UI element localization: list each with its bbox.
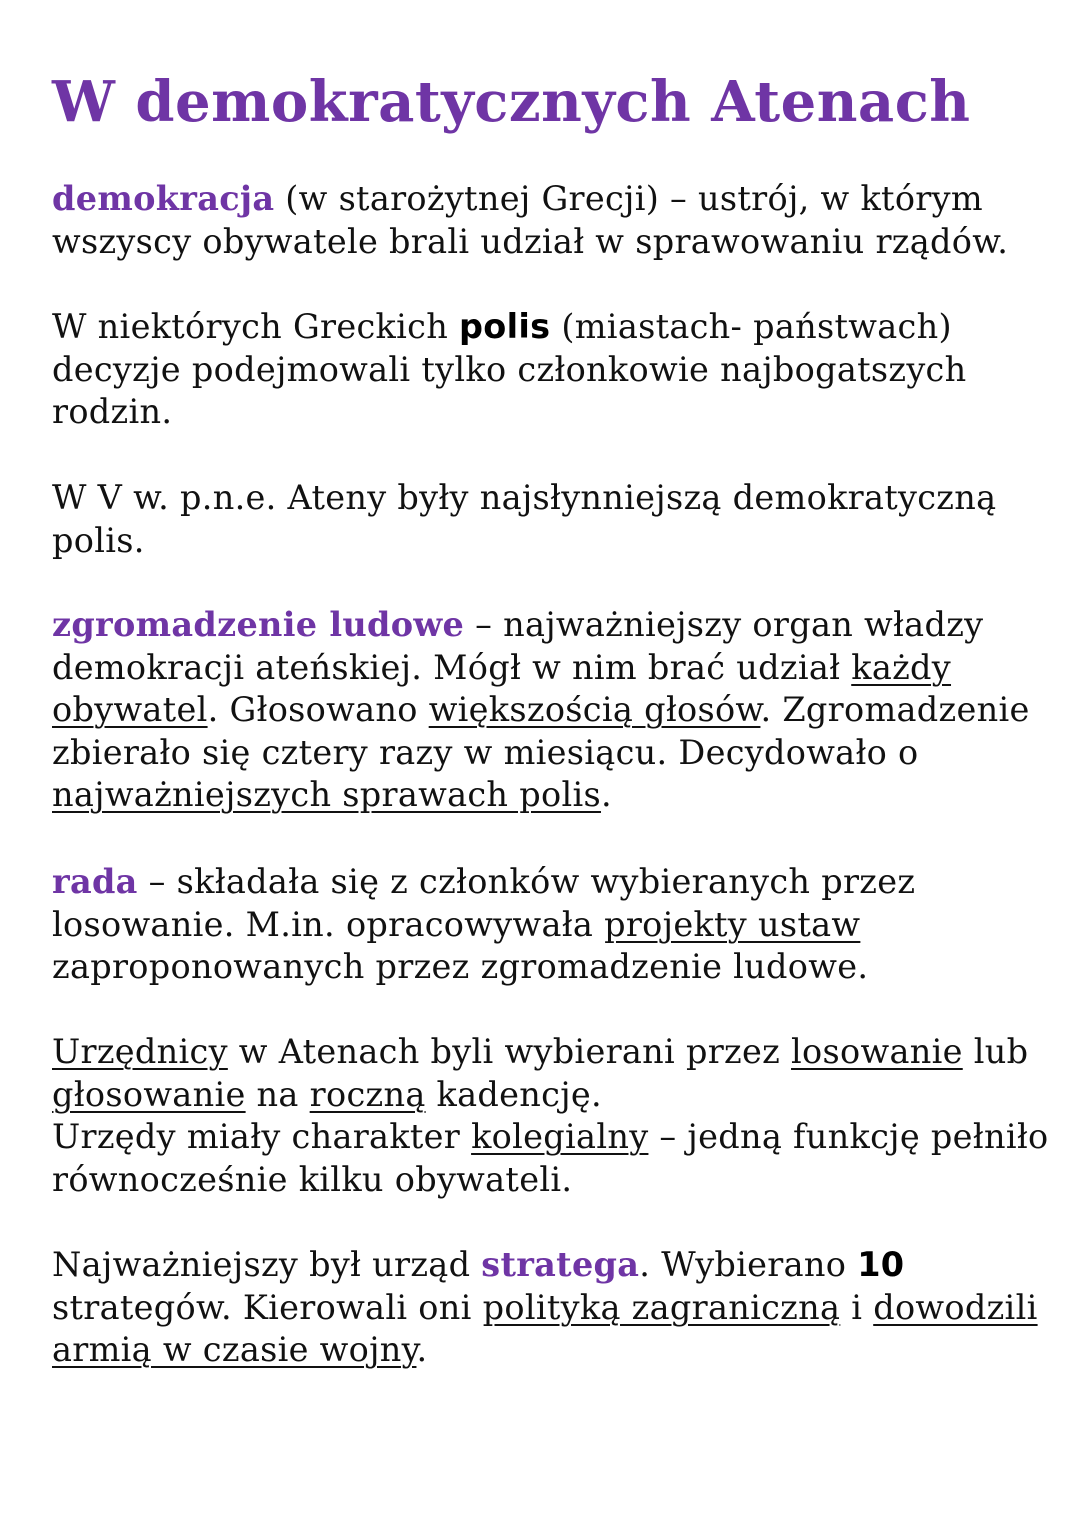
term-rada: rada [52,862,138,901]
text-segment: . [600,775,612,814]
paragraph-democracy-definition [52,178,1062,263]
text-segment: Najważniejszy był urząd [52,1245,482,1284]
text-segment: Urzędy miały charakter [52,1117,472,1156]
text-segment: kadencję. [425,1074,602,1114]
term-demokracja: demokracja [52,179,275,218]
term-stratega: stratega [481,1245,640,1284]
text-segment: – składała się z członków wybieranych przez losowanie. M.in. opracowywała [52,862,916,944]
term-zgromadzenie-ludowe: zgromadzenie ludowe [52,605,465,644]
underlined-text: losowanie [791,1032,963,1071]
text-segment: lub [962,1032,1029,1071]
underlined-text: Urzędnicy [52,1032,228,1071]
text-segment: (miastach- państwach) [550,307,952,346]
underlined-text: roczną [309,1074,426,1114]
bold-number: 10 [857,1245,905,1284]
text-segment: W V w. p.n.e. Ateny były najsłynniejszą demokratyczną polis. [52,478,997,560]
paragraph-officials [52,1031,1062,1201]
text-segment: . [416,1330,428,1369]
paragraph-athens [52,477,1062,562]
text-segment: – jedną funkcję pełniło równocześnie kilku obywateli. [52,1117,1049,1199]
underlined-text: większością głosów [428,690,761,729]
underlined-text: dowodzili armią w czasie wojny [52,1287,1038,1369]
text-segment: . Zgromadzenie zbierało się cztery razy w miesiącu. Decydowało o [52,690,1030,772]
text-segment: na [245,1074,310,1114]
definition-text: (w starożytnej Grecji) – ustrój, w którym wszyscy obywatele brali udział w sprawowaniu rządów. [52,179,1009,261]
text-segment: W niektórych Greckich [52,307,460,346]
paragraph-assembly [52,604,1062,817]
text-segment: decyzje podejmowali tylko członkowie najbogatszych rodzin. [52,349,967,431]
underlined-text: kolegialny [471,1117,649,1156]
underlined-text: projekty ustaw [604,904,861,944]
paragraph-council [52,861,1062,989]
text-segment: . Głosowano [207,690,429,729]
underlined-text: najważniejszych sprawach polis [52,775,601,814]
page-title: W demokratycznych Atenach [52,69,971,135]
paragraph-strategos [52,1244,1062,1372]
text-segment: i [840,1287,874,1327]
paragraph-polis [52,306,1062,434]
text-segment: w Atenach byli wybierani przez [227,1032,792,1071]
underlined-text: polityką zagraniczną [482,1287,841,1327]
bold-polis: polis [459,307,551,346]
underlined-text: każdy obywatel [52,647,952,729]
underlined-text: głosowanie [52,1074,246,1114]
text-segment: – najważniejszy organ władzy demokracji ateńskiej. Mógł w nim brać udział [52,605,984,687]
text-segment: zaproponowanych przez zgromadzenie ludowe. [52,947,869,986]
text-segment: strategów. Kierowali oni [52,1287,483,1327]
text-segment: . Wybierano [639,1245,858,1284]
